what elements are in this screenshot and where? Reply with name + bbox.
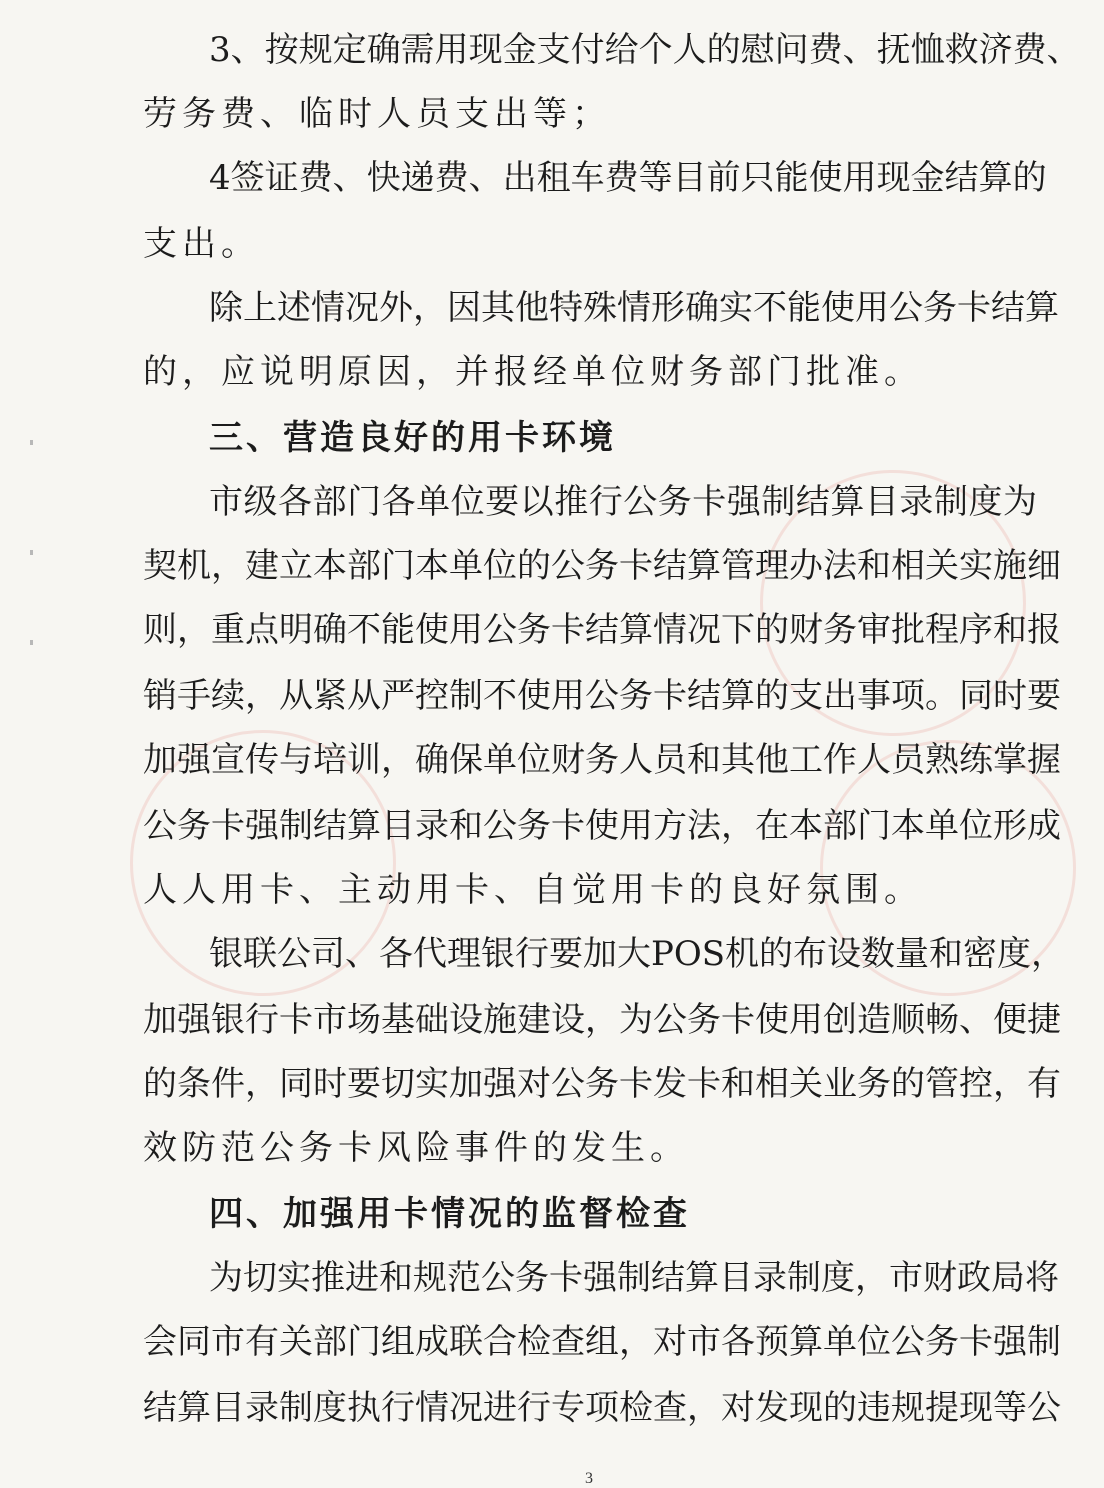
paragraph-line: 除上述情况外，因其他特殊情形确实不能使用公务卡结算 [209,288,1059,328]
paragraph-line: 加强银行卡市场基础设施建设，为公务卡使用创造顺畅、便捷 [143,1000,1061,1040]
paragraph-line: 则，重点明确不能使用公务卡结算情况下的财务审批程序和报 [143,610,1061,650]
section-heading: 三、营造良好的用卡环境 [209,418,616,458]
margin-mark [30,550,33,555]
paragraph-line: 支出。 [143,224,260,264]
paragraph-line: 销手续，从紧从严控制不使用公务卡结算的支出事项。同时要 [143,676,1061,716]
paragraph-line: 效防范公务卡风险事件的发生。 [143,1128,689,1168]
paragraph-line: 公务卡强制结算目录和公务卡使用方法，在本部门本单位形成 [143,806,1061,846]
paragraph-line: 为切实推进和规范公务卡强制结算目录制度，市财政局将 [209,1258,1059,1298]
paragraph-line: 契机，建立本部门本单位的公务卡结算管理办法和相关实施细 [143,546,1061,586]
paragraph-line: 结算目录制度执行情况进行专项检查，对发现的违规提现等公 [143,1388,1061,1428]
paragraph-line: 市级各部门各单位要以推行公务卡强制结算目录制度为 [209,482,1037,522]
paragraph-line: 劳务费、临时人员支出等； [143,94,611,134]
paragraph-line: 人人用卡、主动用卡、自觉用卡的良好氛围。 [143,870,923,910]
paragraph-line: 的，应说明原因，并报经单位财务部门批准。 [143,352,923,392]
paragraph-line: 银联公司、各代理银行要加大POS机的布设数量和密度， [209,934,1066,974]
paragraph-line: 会同市有关部门组成联合检查组，对市各预算单位公务卡强制 [143,1322,1061,1362]
paragraph-line: 3、按规定确需用现金支付给个人的慰问费、抚恤救济费、 [209,30,1081,70]
paragraph-line: 加强宣传与培训，确保单位财务人员和其他工作人员熟练掌握 [143,740,1061,780]
margin-mark [30,640,33,645]
page-number: 3 [585,1470,593,1487]
margin-mark [30,440,33,445]
paragraph-line: 的条件，同时要切实加强对公务卡发卡和相关业务的管控，有 [143,1064,1061,1104]
section-heading: 四、加强用卡情况的监督检查 [209,1194,690,1234]
paragraph-line: 4签证费、快递费、出租车费等目前只能使用现金结算的 [209,158,1047,198]
